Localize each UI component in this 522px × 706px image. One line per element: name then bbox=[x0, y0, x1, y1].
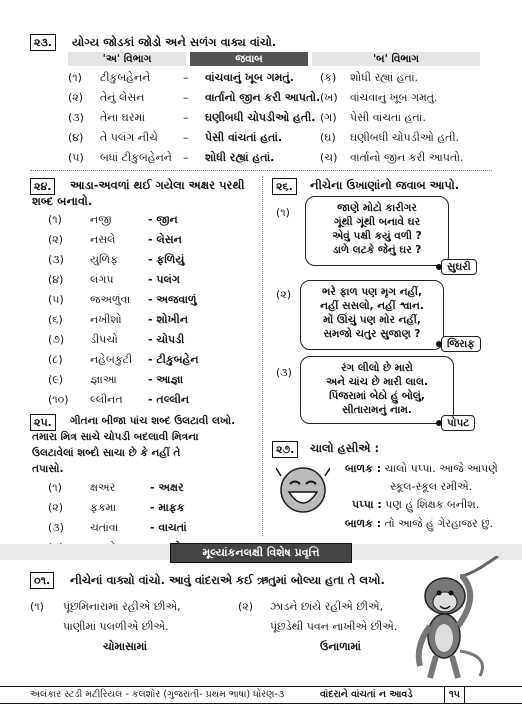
row-dash: – bbox=[183, 111, 189, 124]
row-a: તેના ઘરમાં bbox=[100, 111, 146, 124]
riddle-line: રંગ લીલો છે મારો bbox=[341, 362, 413, 374]
word-answer: - શોખીન bbox=[148, 313, 189, 326]
question-title: આડા-અવળાં થઈ ગયેલા અક્ષર પરથી bbox=[70, 178, 245, 192]
scrambled-word: ક્ષઅર bbox=[90, 481, 116, 494]
row-num: (૨) bbox=[68, 91, 84, 104]
riddle-line: એવું પક્ષી કયું વળી ? bbox=[332, 230, 422, 242]
question-number: ૨૬. bbox=[272, 178, 297, 195]
item-num: (૨) bbox=[48, 233, 64, 246]
row-dash: – bbox=[183, 91, 189, 104]
dialogue: પણ હું શિક્ષક બનીશ. bbox=[385, 498, 480, 511]
question-title: ચાલો હસીએ : bbox=[310, 441, 380, 455]
word-answer: - જીન bbox=[148, 213, 178, 226]
riddle-line: પિંજરામાં બેઠો હું બોલું, bbox=[329, 390, 425, 402]
riddle-line: ભરે ફાળ પણ મૃગ નહીં, bbox=[321, 286, 423, 298]
row-b: ઘણીબધી ચોપડીઓ હતી. bbox=[350, 131, 460, 144]
riddle-line: નહીં સસલો, નહીં શ્વાન. bbox=[320, 300, 424, 312]
riddle-bubble bbox=[305, 196, 449, 266]
row-answer: શોધી રહ્યાં હતાં. bbox=[205, 151, 275, 164]
row-answer: વાર્તાનો જીન કરી આપતો. bbox=[205, 91, 321, 104]
question-number: ૦૧. bbox=[30, 572, 54, 589]
item-answer: ચોમાસામાં bbox=[103, 640, 148, 653]
riddle-num: (૨) bbox=[276, 288, 292, 301]
scrambled-word: નહેબકુટી bbox=[90, 353, 133, 366]
question-title-line2: શબ્દ બનાવો. bbox=[32, 194, 93, 208]
row-a: ટીકુબહેનને bbox=[100, 71, 151, 84]
scrambled-word: નસલે bbox=[90, 233, 116, 246]
scrambled-word: ફકમા bbox=[90, 501, 117, 514]
answer-text: અક્ષર bbox=[158, 481, 184, 494]
speaker: બાળક : bbox=[345, 462, 382, 475]
item-num: (૨) bbox=[48, 501, 64, 514]
item-num: (૨) bbox=[238, 600, 254, 613]
question-title-line2: તમારા મિત્ર સાચે ચોપડી બદલાવી મિત્રના bbox=[32, 431, 199, 443]
riddle-line: અને ચાંચ છે મારી લાલ. bbox=[326, 376, 428, 388]
answer-text: શોખીન bbox=[156, 313, 189, 326]
question-number: ૨૫. bbox=[30, 414, 56, 431]
item-num: (૧) bbox=[30, 600, 44, 613]
row-answer: વાંચવાનું ખૂબ ગમતું. bbox=[205, 71, 294, 84]
item-num: (૬) bbox=[48, 313, 63, 326]
scrambled-word: ડીપચો bbox=[90, 333, 118, 346]
scrambled-word: યુળિફ bbox=[90, 253, 118, 266]
row-num: (૧) bbox=[68, 71, 82, 84]
dialogue: ચાલો પપ્પા. આજે આપણે bbox=[384, 462, 498, 475]
row-dash: – bbox=[183, 131, 189, 144]
item-answer: ઉનાળામાં bbox=[320, 640, 361, 653]
riddle-answer: પોપટ bbox=[441, 415, 475, 431]
footer-chapter: વાંદરાને વાંચતાં ન આવડે bbox=[320, 689, 413, 700]
row-num: (૪) bbox=[68, 131, 84, 144]
divider bbox=[30, 170, 492, 171]
joke-line bbox=[345, 462, 498, 476]
row-b: વાંચવાનું ખૂબ ગમતું. bbox=[350, 91, 438, 104]
riddle-bubble bbox=[300, 280, 444, 350]
answer-text: તલ્લીન bbox=[156, 393, 190, 406]
item-num: (૫) bbox=[48, 293, 64, 306]
question-number: ૨૪. bbox=[30, 178, 55, 195]
row-b-num: (ચ) bbox=[320, 151, 338, 164]
joke-line bbox=[345, 517, 493, 531]
scrambled-word: જ્ઞાઆ bbox=[90, 373, 117, 386]
question-title: યોગ્ય જોડકાં જોડો અને સળંગ વાક્ય વાંચો. bbox=[72, 35, 277, 49]
answer-text: લેસન bbox=[156, 233, 182, 246]
question-title: નીચેના ઉખાણાંનો જવાબ આપો. bbox=[310, 178, 460, 192]
item-line: પૂંછમિનારામાં રહીએ છીએ, bbox=[63, 600, 181, 613]
question-title: ગીતના બીજા પાંચ શબ્દ ઉલટાવી લખો. bbox=[70, 415, 236, 427]
item-num: (૧૦) bbox=[48, 393, 69, 406]
scrambled-word: લંગપ bbox=[90, 273, 114, 286]
joke-line bbox=[352, 498, 479, 512]
riddle-line: ગૂંથી ગૂંથી બનાવે ઘર bbox=[333, 216, 421, 228]
row-num: (૩) bbox=[68, 111, 84, 124]
row-num: (૫) bbox=[68, 151, 84, 164]
row-b-num: (ક) bbox=[320, 71, 337, 84]
word-answer: - અક્ષર bbox=[150, 481, 184, 494]
scrambled-word: નખીશો bbox=[90, 313, 122, 326]
riddle-line: સમજો ચતુર સુજાણ ? bbox=[323, 328, 421, 340]
question-title-line3: ઉલટાવેલાં શબ્દો સાચા છે કે નહીં તે bbox=[32, 447, 181, 459]
question-title-line4: તપાસો. bbox=[32, 463, 64, 475]
row-b-num: (ગ) bbox=[320, 111, 337, 124]
word-answer: - ચોપડી bbox=[148, 333, 185, 346]
question-number: ૨૭. bbox=[272, 441, 298, 458]
dialogue: સ્કૂલ-સ્કૂલ રમીએ. bbox=[390, 480, 473, 493]
answer-text: ચોપડી bbox=[156, 333, 185, 346]
word-answer: - માફક bbox=[150, 501, 185, 514]
riddle-line: સીતારામનું નામ. bbox=[342, 404, 412, 416]
riddle-line: ડાળે લટકે જેનું ઘર ? bbox=[332, 244, 422, 256]
page-number: ૧૫ bbox=[444, 686, 465, 704]
answer-text: જીન bbox=[156, 213, 178, 226]
item-num: (૯) bbox=[48, 373, 64, 386]
scrambled-word: લ્લીનત bbox=[90, 393, 123, 406]
word-answer: - ફળિયું bbox=[148, 253, 185, 266]
riddle-answer: જિરાફ bbox=[441, 336, 481, 352]
speaker: બાળક : bbox=[345, 517, 382, 530]
row-b: શોધી રહ્યાં હતાં. bbox=[350, 71, 419, 84]
section-title: મૂલ્યાંકનલક્ષી વિશેષ પ્રવૃત્તિ bbox=[170, 543, 352, 563]
scrambled-word: ચતાંવા bbox=[90, 521, 119, 534]
speaker: પપ્પા : bbox=[352, 498, 382, 511]
answer-text: માફક bbox=[158, 501, 185, 514]
item-line: પૂંછડેથી પવન નાખીએ છીએ. bbox=[270, 620, 398, 633]
answer-text: ફળિયું bbox=[156, 253, 185, 266]
question-number: ૨૩. bbox=[30, 34, 56, 51]
riddle-answer: સુઘરી bbox=[441, 259, 477, 275]
item-line: પાણીમાં પલળીએ છીએ. bbox=[63, 620, 169, 633]
row-b: વાર્તાનો જીન કરી આપતો. bbox=[350, 151, 464, 164]
row-dash: – bbox=[183, 151, 189, 164]
riddle-bubble bbox=[300, 356, 454, 424]
scrambled-word: જઅળુંવા bbox=[90, 293, 131, 306]
joke-line bbox=[390, 480, 472, 494]
column-header-a: 'અ' વિભાગ bbox=[68, 52, 186, 66]
word-answer: - પલંગ bbox=[148, 273, 180, 286]
item-num: (૩) bbox=[48, 521, 64, 534]
column-header-answer: જવાબ bbox=[190, 52, 308, 66]
item-num: (૮) bbox=[48, 353, 63, 366]
scrambled-word: નજી bbox=[90, 213, 112, 226]
answer-text: અજવાળું bbox=[156, 293, 197, 306]
item-line: ઝાડને છાંયે રહીએ છીએ, bbox=[270, 600, 384, 613]
row-a: તેનું લેસન bbox=[100, 91, 145, 104]
item-num: (૪) bbox=[48, 273, 64, 286]
word-answer: - ટીકુબહેન bbox=[148, 353, 199, 366]
laughing-face-icon bbox=[276, 462, 330, 518]
answer-text: ટીકુબહેન bbox=[156, 353, 199, 366]
word-answer: - આજ્ઞા bbox=[148, 373, 184, 386]
item-num: (૧) bbox=[48, 213, 62, 226]
question-title: નીચેનાં વાક્યો વાંચો. આવું વાંદરાએ કઈ ઋતુમાં બોલ્યા હતા તે લખો. bbox=[70, 573, 385, 587]
row-answer: ઘણીબધી ચોપડીઓ હતી. bbox=[205, 111, 316, 124]
item-num: (૩) bbox=[48, 253, 64, 266]
footer bbox=[0, 686, 522, 704]
column-header-b: 'બ' વિભાગ bbox=[312, 52, 480, 66]
answer-text: આજ્ઞા bbox=[156, 373, 184, 386]
riddle-num: (૧) bbox=[276, 206, 290, 219]
row-a: બધાં ટીકુબહેનને bbox=[100, 151, 172, 164]
word-answer: - તલ્લીન bbox=[148, 393, 190, 406]
word-answer: - અજવાળું bbox=[148, 293, 197, 306]
footer-book-title: અલંકાર સ્ટડી મટીરિયલ - કલશોર (ગુજરાતી- પ્રથમ ભાષા) ધોરણ-૩ bbox=[30, 689, 285, 700]
item-num: (૧) bbox=[48, 481, 62, 494]
row-dash: – bbox=[183, 71, 189, 84]
word-answer: - લેસન bbox=[148, 233, 182, 246]
monkey-icon bbox=[400, 556, 500, 682]
dialogue: તો આજે હું ગેરહાજર છું. bbox=[384, 517, 494, 530]
row-b-num: (ઘ) bbox=[320, 131, 336, 144]
row-answer: પેસી વાંચતાં હતાં. bbox=[205, 131, 283, 144]
row-a: તે પલંગ નીચે bbox=[100, 131, 158, 144]
answer-text: વાચતાં bbox=[158, 521, 187, 534]
row-b-num: (ખ) bbox=[320, 91, 338, 104]
riddle-num: (૩) bbox=[276, 366, 292, 379]
answer-text: પલંગ bbox=[156, 273, 180, 286]
riddle-line: મોં ઊંચું પણ મોર નહીં, bbox=[323, 314, 421, 326]
column-divider bbox=[262, 176, 263, 536]
row-b: પેસી વાંચતાં હતાં. bbox=[350, 111, 426, 124]
word-answer: - વાચતાં bbox=[150, 521, 187, 534]
item-num: (૭) bbox=[48, 333, 65, 346]
riddle-line: જાણે મોટો કારીગર bbox=[337, 202, 417, 214]
